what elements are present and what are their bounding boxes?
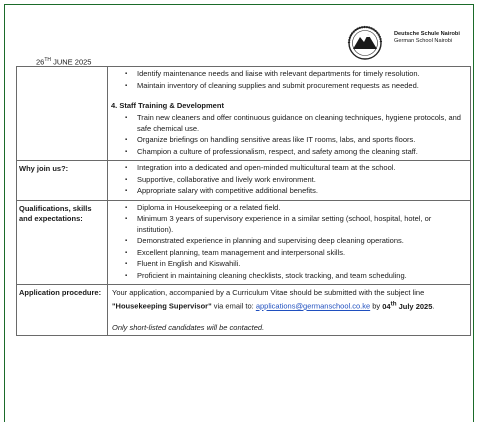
list-item: ▪ Excellent planning, team management and interpersonal skills.: [125, 247, 346, 257]
list-item: ▪ Supportive, collaborative and lively work environment.: [125, 174, 316, 184]
section-heading-staff-training: 4. Staff Training & Development: [111, 101, 224, 110]
list-item: ▪ Integration into a dedicated and open-minded multicultural team at the school.: [125, 163, 396, 172]
list-item: ▪ Minimum 3 years of supervisory experience in a similar setting (school, hospital, hotel, or institution).: [125, 214, 432, 234]
duties-continued-cell: [108, 67, 471, 161]
shortlist-note: Only short-listed candidates will be contacted.: [112, 322, 265, 332]
list-item: ▪ Appropriate salary with competitive additional benefits.: [125, 186, 318, 195]
bullet-icon: ▪: [125, 204, 128, 211]
continued-duties-list: [111, 69, 468, 91]
job-details-table: [16, 66, 471, 336]
list-item: ▪ Identify maintenance needs and liaise with relevant departments for timely resolution.: [125, 69, 420, 78]
list-item: ▪ Organize briefings on handling sensitive areas like IT rooms, labs, and sports floors.: [125, 135, 416, 144]
bullet-icon: ▪: [125, 249, 128, 256]
application-text: Your application, accompanied by a Curriculum Vitae should be submitted with the subject line "Housekeeping Supervisor" via email to: applications@germanschool.co.ke by 04th July 2025.: [112, 288, 435, 311]
school-name: Deutsche Schule Nairobi: [394, 31, 460, 37]
school-subtitle: German School Nairobi: [394, 38, 453, 44]
list-item: ▪ Proficient in maintaining cleaning checklists, stock tracking, and team scheduling.: [125, 270, 407, 280]
why-join-cell: [108, 161, 471, 201]
bullet-icon: ▪: [125, 261, 128, 267]
bullet-icon: ▪: [125, 137, 128, 143]
bullet-icon: ▪: [125, 238, 128, 244]
school-name-block: [394, 31, 460, 45]
bullet-icon: ▪: [125, 148, 128, 155]
application-deadline: 04th July 2025: [382, 300, 433, 311]
list-item: ▪ Diploma in Housekeeping or a related field.: [125, 202, 281, 212]
bullet-icon: ▪: [125, 216, 128, 222]
qualifications-label: Qualifications, skills and expectations:: [17, 200, 108, 285]
why-join-label: Why join us?:: [17, 161, 108, 201]
bullet-icon: ▪: [125, 71, 128, 77]
table-row: [17, 161, 471, 201]
list-item: ▪ Maintain inventory of cleaning supplies and submit procurement requests as needed.: [125, 80, 419, 90]
table-row: [17, 285, 471, 336]
bullet-icon: ▪: [125, 272, 128, 279]
why-join-list: [111, 163, 468, 197]
qualifications-list: [111, 203, 468, 282]
application-cell: [108, 285, 471, 336]
list-item: ▪ Demonstrated experience in planning and supervising deep cleaning operations.: [125, 236, 404, 245]
email-subject: "Housekeeping Supervisor": [112, 301, 212, 311]
bullet-icon: ▪: [125, 115, 128, 121]
qualifications-cell: [108, 200, 471, 285]
application-email-link[interactable]: applications@germanschool.co.ke: [255, 301, 371, 311]
table-row: [17, 200, 471, 285]
bullet-icon: ▪: [125, 82, 128, 89]
bullet-icon: ▪: [125, 188, 128, 194]
list-item: ▪ Champion a culture of professionalism, respect, and safety among the cleaning staff.: [125, 146, 418, 156]
table-cell-empty-label: [17, 67, 108, 161]
bullet-icon: ▪: [125, 176, 128, 183]
bullet-icon: ▪: [125, 165, 128, 171]
application-label: Application procedure:: [17, 285, 108, 336]
document-date: 26TH JUNE 2025: [36, 57, 92, 67]
list-item: ▪ Train new cleaners and offer continuous guidance on cleaning techniques, hygiene protocols, and safe chemical use.: [125, 113, 461, 133]
list-item: ▪ Fluent in English and Kiswahili.: [125, 259, 241, 268]
staff-training-list: [111, 113, 468, 157]
table-row: [17, 67, 471, 161]
